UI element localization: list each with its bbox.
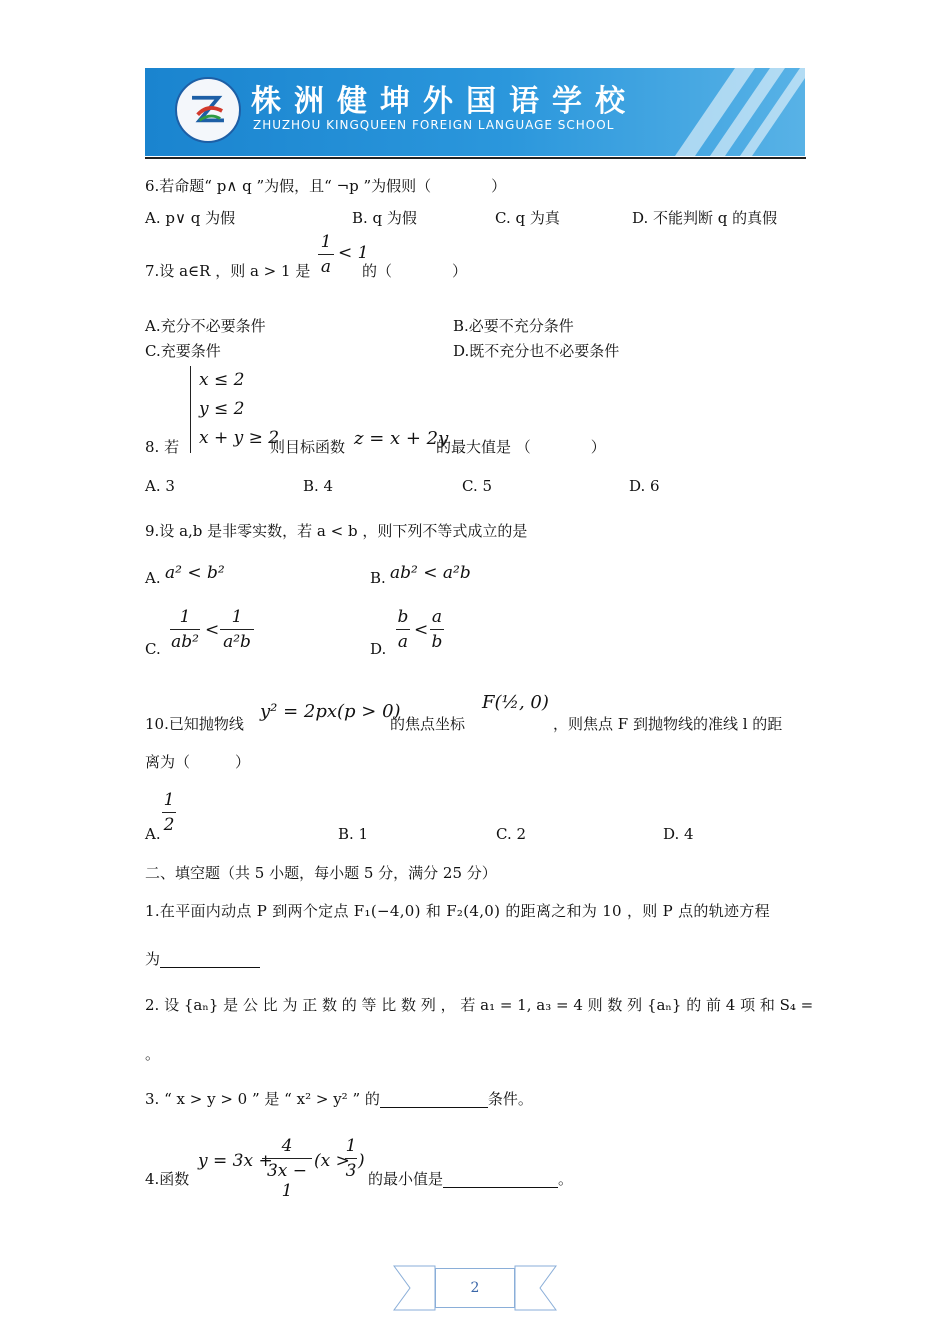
f4-tail — [368, 1170, 573, 1188]
f4-fraction — [262, 1136, 312, 1201]
q10-option-b: B. 1 — [338, 825, 369, 843]
q8-option-b: B. 4 — [303, 477, 334, 495]
q9-label-d: D. — [370, 640, 387, 658]
q8-option-a: A. 3 — [145, 477, 175, 495]
f3-post: 条件。 — [487, 1090, 533, 1108]
q7-stem-pre: 7.设 a∈R ，则 a > 1 是 — [145, 262, 311, 280]
q9-d-num1: b — [397, 607, 409, 627]
q7-frac-num: 1 — [320, 232, 332, 252]
f2-line2: 。 — [145, 1045, 161, 1063]
f1-line2 — [145, 950, 260, 968]
q10-focus: F(½, 0) — [482, 692, 549, 713]
q9-c-rel: < — [205, 620, 220, 640]
f4-post: 的最小值是 — [368, 1170, 444, 1188]
q8-objective: z = x + 2y — [354, 428, 449, 449]
f4-end: 。 — [558, 1170, 574, 1188]
q10-label-a: A. — [145, 825, 161, 843]
q9-d-den1: a — [397, 632, 409, 652]
f4-num: 4 — [281, 1136, 293, 1156]
q10-option-c: C. 2 — [496, 825, 527, 843]
f4-den: 3x − 1 — [266, 1161, 308, 1201]
q8-stem-post: 的最大值是 （ ） — [436, 438, 606, 456]
school-name-cn: 株洲健坤外国语学校 — [251, 84, 638, 119]
f2-stem: 2. 设 {aₙ} 是 公 比 为 正 数 的 等 比 数 列 ， 若 a₁ = 1, a₃ = 4 则 数 列 {aₙ} 的 前 4 项 和 S₄ = — [145, 996, 814, 1014]
q10-a-fraction — [162, 790, 176, 835]
q8-option-c: C. 5 — [462, 477, 493, 495]
q6-option-c: C. q 为真 — [495, 209, 560, 227]
q9-label-a: A. — [145, 569, 161, 587]
q7-option-d: D.既不充分也不必要条件 — [453, 342, 620, 360]
q8-option-d: D. 6 — [629, 477, 660, 495]
f4-cond-pre: (x > — [314, 1151, 350, 1171]
q7-option-b: B.必要不充分条件 — [453, 317, 574, 335]
q7-frac-den: a — [320, 257, 332, 277]
q9-d-num2: a — [431, 607, 443, 627]
q6-option-d: D. 不能判断 q 的真假 — [632, 209, 778, 227]
q10-a-num: 1 — [163, 790, 175, 810]
page-number: 2 — [435, 1268, 515, 1308]
q6-option-b: B. q 为假 — [352, 209, 417, 227]
q10-equation: y² = 2px(p > 0) — [260, 701, 401, 722]
q9-d-frac-left — [396, 607, 410, 652]
q10-a-den: 2 — [163, 815, 175, 835]
f1-answer-blank — [160, 967, 260, 968]
q9-label-b: B. — [370, 569, 386, 587]
q9-d-frac-right — [430, 607, 444, 652]
school-name-en: ZHUZHOU KINGQUEEN FOREIGN LANGUAGE SCHOOL — [253, 118, 615, 132]
q9-c-frac-left — [170, 607, 200, 652]
q10-stem-line2: 离为（ ） — [145, 753, 251, 771]
q6-stem: 6.若命题“ p∧ q ”为假，且“ ¬p ”为假则（ ） — [145, 177, 507, 195]
q9-c-frac-right — [220, 607, 254, 652]
q9-d-den2: b — [431, 632, 443, 652]
q10-stem-post: ，则焦点 F 到抛物线的准线 l 的距 — [553, 715, 783, 733]
q8-constraint-system — [190, 366, 279, 453]
q9-c-num2: 1 — [231, 607, 243, 627]
q7-stem-post: 的（ ） — [362, 262, 468, 280]
q10-stem-mid: 的焦点坐标 — [390, 715, 466, 733]
school-banner — [145, 68, 805, 156]
f4-cond-fraction — [345, 1136, 357, 1181]
q7-fraction — [318, 232, 334, 277]
q9-c-den2: a²b — [223, 632, 251, 652]
q9-option-a: a² < b² — [165, 563, 225, 583]
q9-label-c: C. — [145, 640, 161, 658]
q10-stem-pre: 10.已知抛物线 — [145, 715, 244, 733]
q9-d-rel: < — [414, 620, 429, 640]
f4-func: y = 3x + — [198, 1151, 273, 1171]
q8-label: 8. 若 — [145, 438, 180, 456]
q7-option-c: C.充要条件 — [145, 342, 221, 360]
f1-line2-text: 为 — [145, 950, 161, 968]
q8-stem: 则目标函数 — [270, 438, 346, 456]
header-rule — [145, 157, 806, 159]
q9-c-num1: 1 — [179, 607, 191, 627]
f4-cond-post: ) — [358, 1151, 365, 1171]
q9-c-den1: ab² — [171, 632, 199, 652]
school-logo-icon — [175, 77, 241, 143]
q8-constraint-2: y ≤ 2 — [199, 399, 245, 419]
f3-stem: 3. “ x > y > 0 ” 是 “ x² > y² ” 的 — [145, 1090, 380, 1108]
q7-option-a: A.充分不必要条件 — [145, 317, 266, 335]
q10-option-d: D. 4 — [663, 825, 694, 843]
f4-cond-num: 1 — [345, 1136, 357, 1156]
f4-cond-den: 3 — [345, 1161, 357, 1181]
f1-stem: 1.在平面内动点 P 到两个定点 F₁(−4,0) 和 F₂(4,0) 的距离之和为 10 ，则 P 点的轨迹方程 — [145, 902, 770, 920]
q8-constraint-1: x ≤ 2 — [199, 370, 245, 390]
f4-label: 4.函数 — [145, 1170, 190, 1188]
q6-option-a: A. p∨ q 为假 — [145, 209, 236, 227]
q9-stem: 9.设 a,b 是非零实数，若 a < b ，则下列不等式成立的是 — [145, 522, 528, 540]
f3-line — [145, 1090, 533, 1108]
f4-answer-blank — [443, 1187, 558, 1188]
q7-frac-rel: < 1 — [338, 243, 369, 263]
q8-constraint-3: x + y ≥ 2 — [199, 428, 280, 448]
f3-answer-blank — [380, 1107, 488, 1108]
section2-title: 二、填空题（共 5 小题，每小题 5 分，满分 25 分） — [145, 864, 497, 882]
q9-option-b: ab² < a²b — [390, 563, 471, 583]
